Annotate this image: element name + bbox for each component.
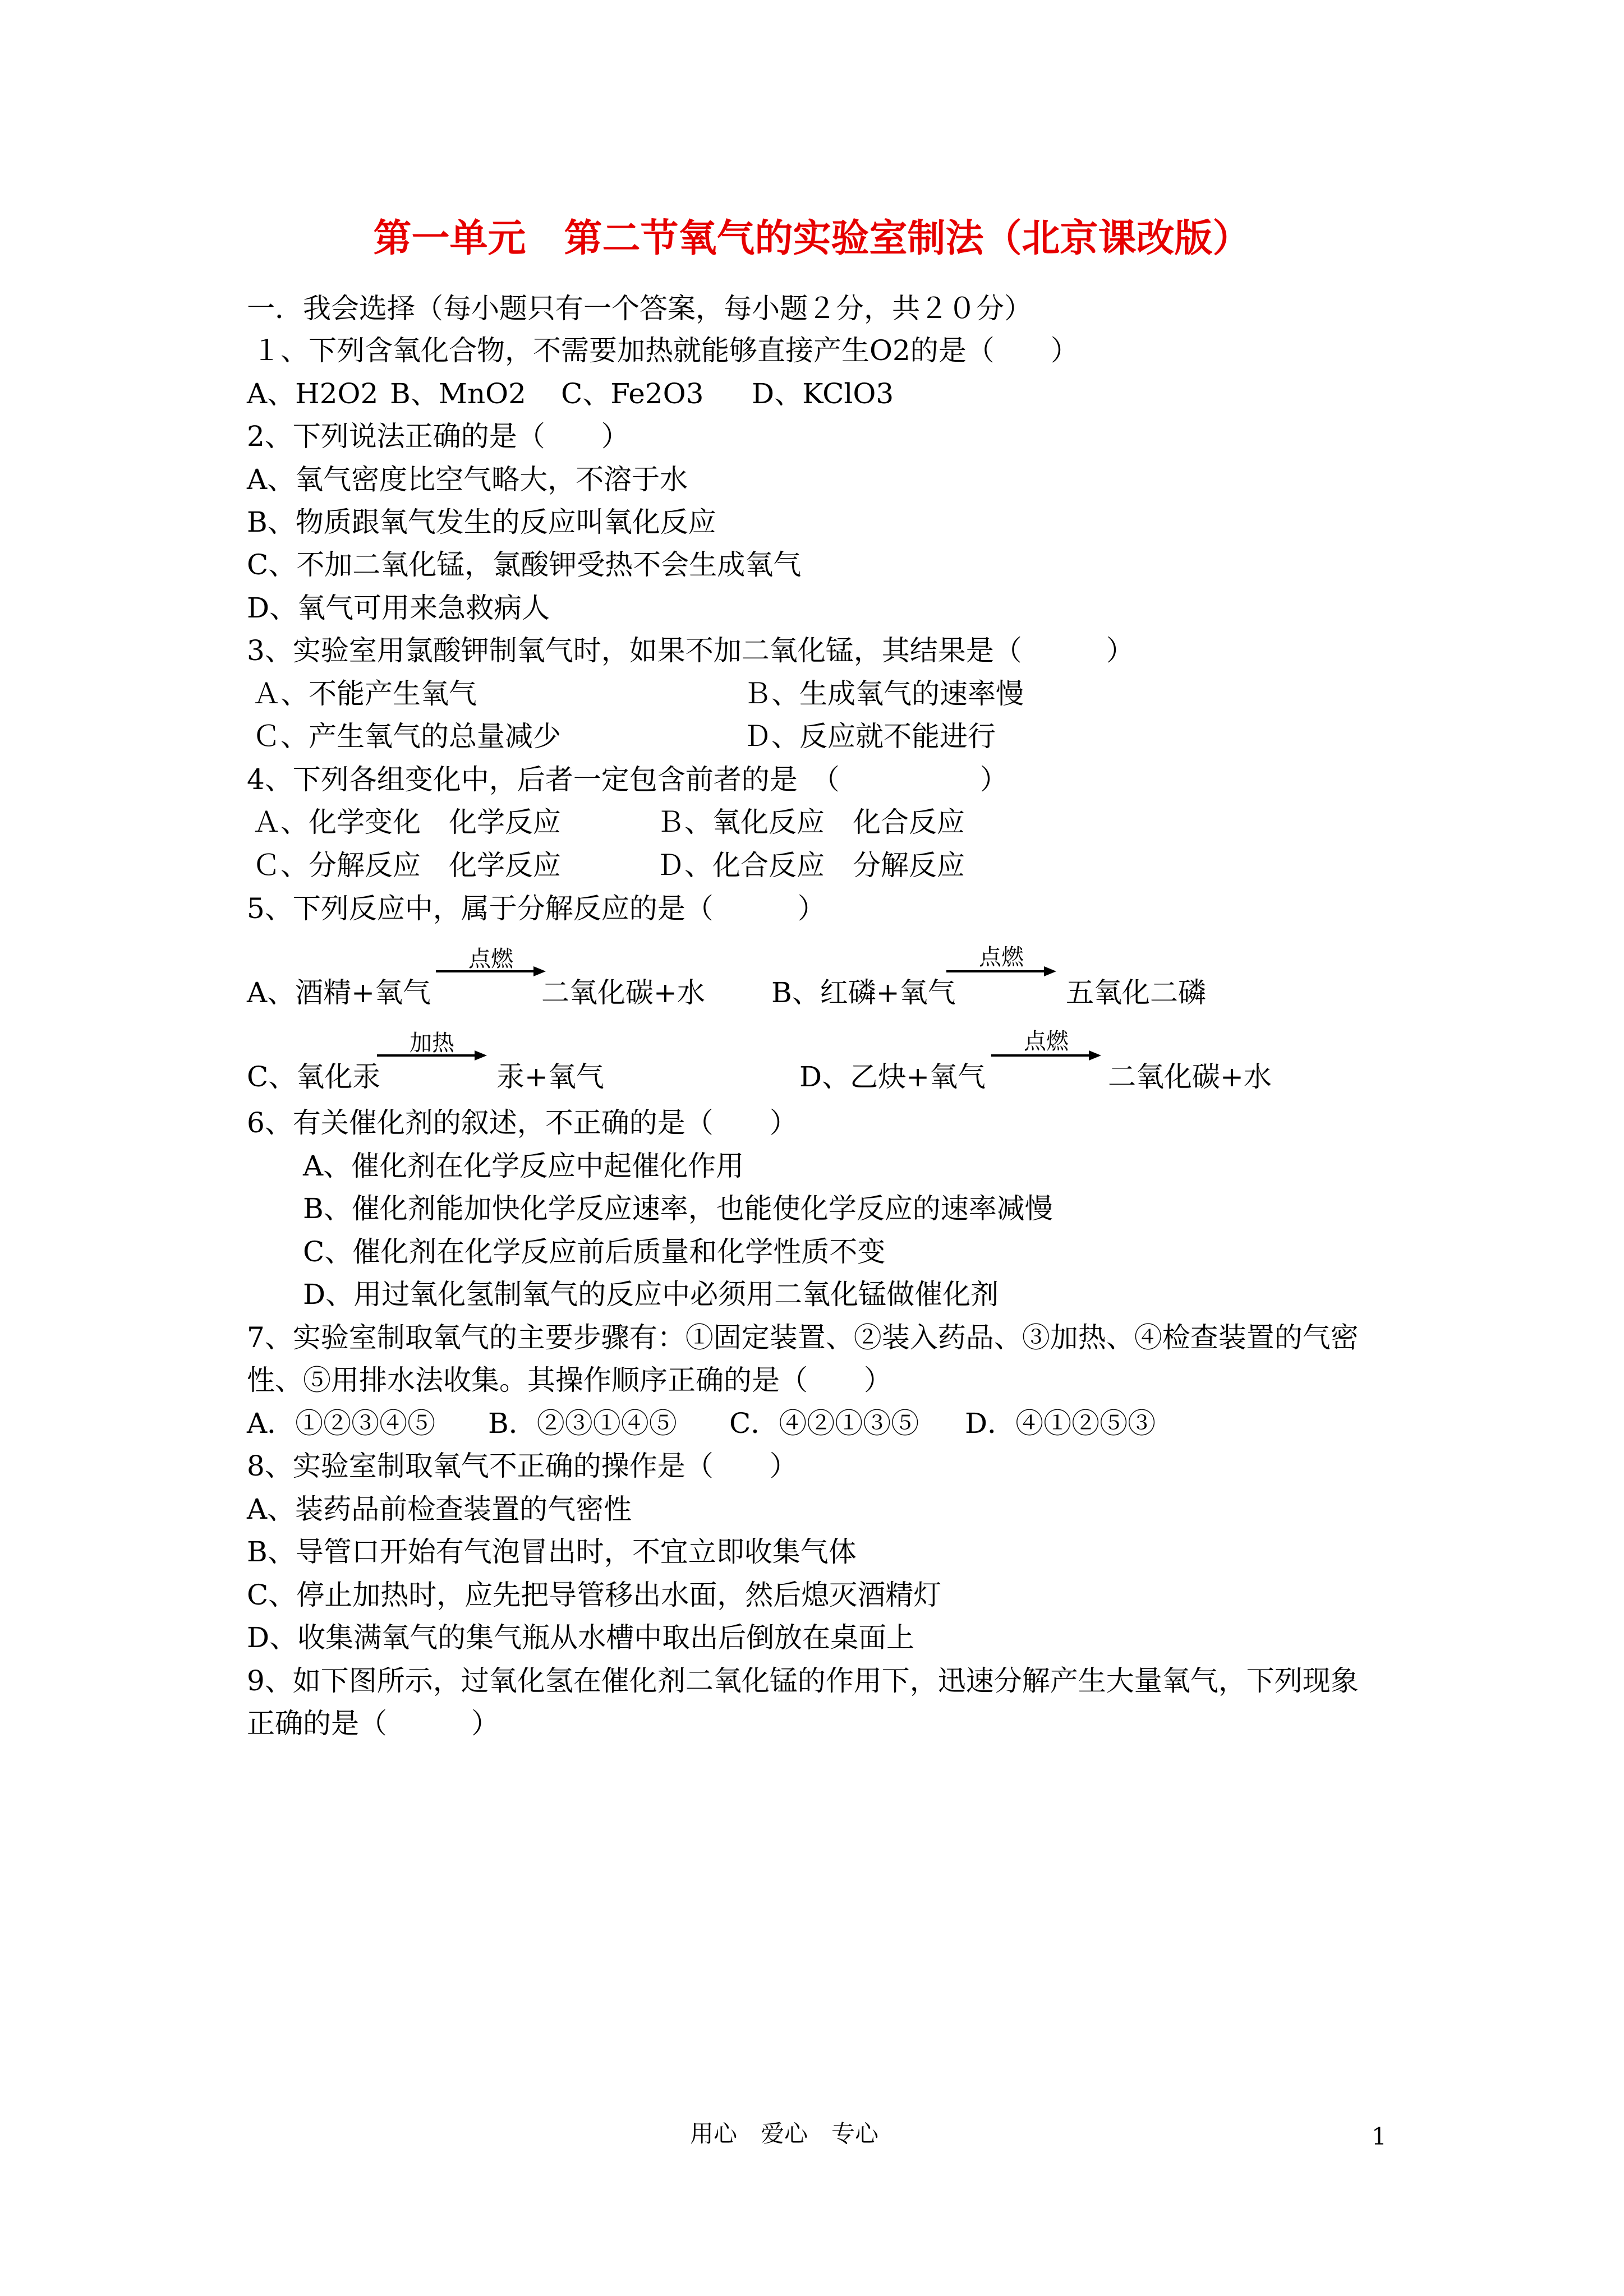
page-title: 第一单元 第二节氧气的实验室制法（北京课改版） (373, 216, 1251, 261)
q8-option-b: B、导管口开始有气泡冒出时，不宜立即收集气体 (247, 1536, 857, 1568)
q5-option-a-arrow (435, 965, 547, 978)
q9-stem-line2: 正确的是（ ） (247, 1707, 499, 1740)
q5-option-b-condition: 点燃 (979, 944, 1024, 970)
q2-option-d: D、氧气可用来急救病人 (247, 592, 550, 624)
q1-option-b: B、MnO2 (390, 377, 526, 410)
q2-option-b: B、物质跟氧气发生的反应叫氧化反应 (247, 506, 716, 538)
q3-stem: 3、实验室用氯酸钾制氧气时，如果不加二氧化锰，其结果是（ ） (247, 634, 1134, 667)
q2-option-a: A、氧气密度比空气略大，不溶于水 (247, 463, 688, 496)
q8-option-c: C、停止加热时，应先把导管移出水面，然后熄灭酒精灯 (247, 1579, 942, 1611)
q5-option-a-condition: 点燃 (468, 946, 513, 972)
page-number: 1 (1372, 2123, 1387, 2150)
q2-option-c: C、不加二氧化锰，氯酸钾受热不会生成氧气 (247, 548, 802, 581)
q7-option-b: B．②③①④⑤ (488, 1407, 677, 1440)
q5-option-c-arrow (376, 1049, 488, 1062)
q4-option-d: Ｄ、化合反应 分解反应 (656, 849, 965, 882)
q9-stem-line1: 9、如下图所示，过氧化氢在催化剂二氧化锰的作用下，迅速分解产生大量氧气，下列现象 (247, 1665, 1359, 1697)
q6-option-d: D、用过氧化氢制氧气的反应中必须用二氧化锰做催化剂 (303, 1278, 999, 1311)
q5-option-d-products: 二氧化碳+水 (1108, 1061, 1272, 1093)
q7-stem-line2: 性、⑤用排水法收集。其操作顺序正确的是（ ） (247, 1364, 892, 1396)
q5-option-b-arrow (945, 965, 1057, 978)
q5-option-a-reactants: A、酒精+氧气 (247, 976, 431, 1009)
q5-option-c-products: 汞+氧气 (496, 1061, 604, 1093)
q6-option-b: B、催化剂能加快化学反应速率，也能使化学反应的速率减慢 (303, 1192, 1053, 1225)
q5-option-b-reactants: B、红磷+氧气 (771, 976, 956, 1009)
q1-option-c: C、Fe2O3 (561, 377, 704, 410)
section-heading: 一．我会选择（每小题只有一个答案，每小题２分，共２０分） (247, 292, 1032, 325)
q5-option-d-condition: 点燃 (1024, 1029, 1069, 1054)
q1-option-d: D、KClO3 (752, 377, 894, 410)
q8-option-a: A、装药品前检查装置的气密性 (247, 1493, 632, 1525)
q3-option-b: Ｂ、生成氧气的速率慢 (743, 677, 1024, 710)
q5-option-a-products: 二氧化碳+水 (541, 976, 705, 1009)
q7-option-c: C．④②①③⑤ (729, 1407, 919, 1440)
q5-stem: 5、下列反应中，属于分解反应的是（ ） (247, 892, 826, 925)
q3-option-a: Ａ、不能产生氧气 (252, 677, 477, 710)
q6-stem: 6、有关催化剂的叙述，不正确的是（ ） (247, 1106, 798, 1139)
q6-option-c: C、催化剂在化学反应前后质量和化学性质不变 (303, 1235, 886, 1268)
q3-option-c: Ｃ、产生氧气的总量减少 (252, 720, 561, 753)
q1-stem: １、下列含氧化合物，不需要加热就能够直接产生O2的是（ ） (252, 334, 1079, 367)
q3-option-d: Ｄ、反应就不能进行 (743, 720, 996, 753)
q4-stem: 4、下列各组变化中，后者一定包含前者的是 （ ） (247, 763, 1008, 796)
q5-option-d-reactants: D、乙炔+氧气 (799, 1061, 986, 1093)
q5-option-c-condition: 加热 (410, 1030, 454, 1056)
q4-option-b: Ｂ、氧化反应 化合反应 (656, 806, 965, 838)
q5-option-d-arrow (990, 1049, 1102, 1062)
q1-option-a: A、H2O2 (247, 377, 379, 410)
q4-option-a: Ａ、化学变化 化学反应 (252, 806, 561, 838)
q7-option-d: D．④①②⑤③ (965, 1407, 1156, 1440)
q8-option-d: D、收集满氧气的集气瓶从水槽中取出后倒放在桌面上 (247, 1621, 915, 1654)
q6-option-a: A、催化剂在化学反应中起催化作用 (303, 1150, 744, 1182)
q8-stem: 8、实验室制取氧气不正确的操作是（ ） (247, 1450, 798, 1482)
q7-option-a: A．①②③④⑤ (247, 1407, 436, 1440)
q5-option-b-products: 五氧化二磷 (1066, 976, 1206, 1009)
q2-stem: 2、下列说法正确的是（ ） (247, 420, 629, 453)
q4-option-c: Ｃ、分解反应 化学反应 (252, 849, 561, 882)
q7-stem-line1: 7、实验室制取氧气的主要步骤有：①固定装置、②装入药品、③加热、④检查装置的气密 (247, 1321, 1359, 1354)
footer-slogan: 用心 爱心 专心 (690, 2120, 879, 2147)
q5-option-c-reactants: C、氧化汞 (247, 1061, 381, 1093)
